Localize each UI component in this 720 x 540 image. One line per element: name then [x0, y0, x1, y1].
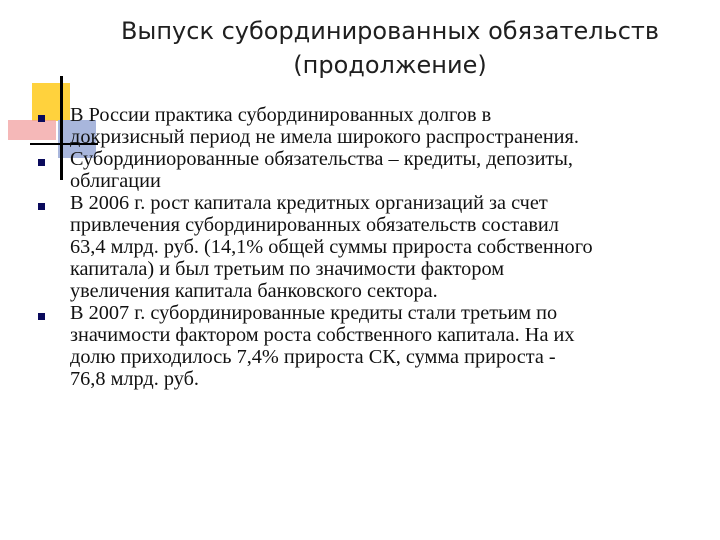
bullet-text: В России практика субординированных долгов в докризисный период не имела широкого распространения.	[70, 104, 579, 148]
slide-title-line-1: Выпуск субординированных обязательств	[120, 17, 660, 45]
square-bullet-icon	[38, 203, 45, 210]
bullet-list	[38, 104, 718, 390]
square-bullet-icon	[38, 159, 45, 166]
slide-title-line-2: (продолжение)	[293, 51, 487, 79]
square-bullet-icon	[38, 313, 45, 320]
bullet-item	[38, 148, 718, 192]
bullet-item	[38, 302, 718, 390]
square-bullet-icon	[38, 115, 45, 122]
bullet-item	[38, 192, 718, 302]
bullet-text: В 2007 г. субординированные кредиты стали третьим по значимости фактором роста собственного капитала. На их долю приходилось 7,4% прироста СК, сумма прироста - 76,8 млрд. руб.	[70, 302, 575, 390]
bullet-item	[38, 104, 718, 148]
bullet-text: В 2006 г. рост капитала кредитных организаций за счет привлечения субординированных обязательств составил 63,4 млрд. руб. (14,1% общей суммы прироста собственного капитала) и был третьим по значимости фактором увеличения капитала банковского сектора.	[70, 192, 593, 302]
bullet-text: Субординиорованные обязательства – кредиты, депозиты, облигации	[70, 148, 573, 192]
slide-title	[90, 14, 690, 82]
